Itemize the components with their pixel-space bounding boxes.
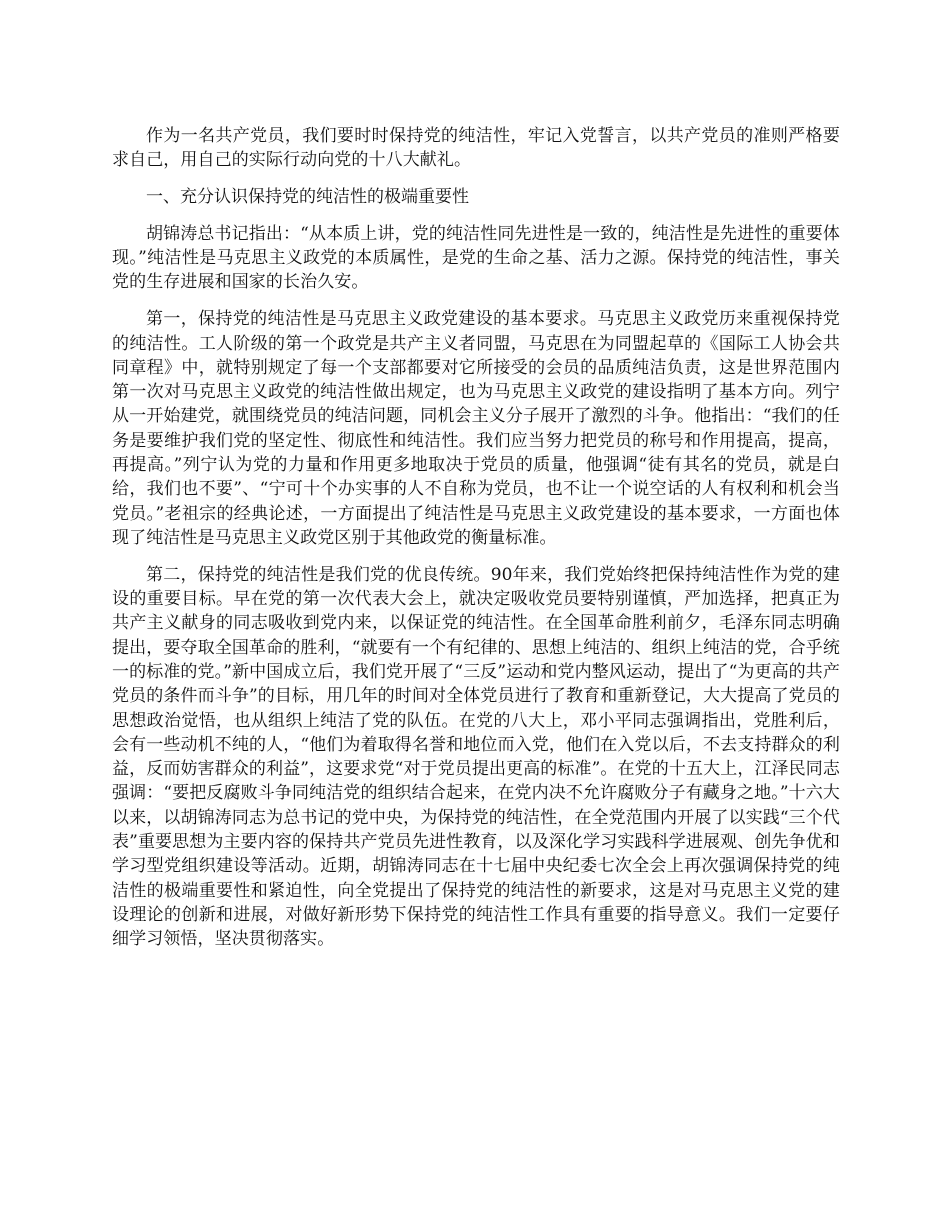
paragraph-quote: 胡锦涛总书记指出：“从本质上讲，党的纯洁性同先进性是一致的，纯洁性是先进性的重要体现。”纯洁性是马克思主义政党的本质属性，是党的生命之基、活力之源。保持党的纯洁性，事关党的生存进展和国家的长治久安。	[112, 223, 840, 293]
paragraph-intro: 作为一名共产党员，我们要时时保持党的纯洁性，牢记入党誓言，以共产党员的准则严格要求自己，用自己的实际行动向党的十八大献礼。	[112, 126, 840, 171]
document-body	[112, 124, 840, 964]
paragraph-first-point: 第一，保持党的纯洁性是马克思主义政党建设的基本要求。马克思主义政党历来重视保持党的纯洁性。工人阶级的第一个政党是共产主义者同盟，马克思在为同盟起草的《国际工人协会共同章程》中，就特别规定了每一个支部都要对它所接受的会员的品质纯洁负责，这是世界范围内第一次对马克思主义政党的纯洁性做出规定，也为马克思主义政党的建设指明了基本方向。列宁从一开始建党，就围绕党员的纯洁问题，同机会主义分子展开了激烈的斗争。他指出：“我们的任务是要维护我们党的坚定性、彻底性和纯洁性。我们应当努力把党员的称号和作用提高，提高，再提高。”列宁认为党的力量和作用更多地取决于党员的质量，他强调“徒有其名的党员，就是白给，我们也不要”、“宁可十个办实事的人不自称为党员，也不让一个说空话的人有权利和机会当党员。”老祖宗的经典论述，一方面提出了纯洁性是马克思主义政党建设的基本要求，一方面也体现了纯洁性是马克思主义政党区别于其他政党的衡量标准。	[112, 309, 840, 548]
paragraph-second-point: 第二，保持党的纯洁性是我们党的优良传统。90年来，我们党始终把保持纯洁性作为党的建设的重要目标。早在党的第一次代表大会上，就决定吸收党员要特别谨慎，严加选择，把真正为共产主义献身的同志吸收到党内来，以保证党的纯洁性。在全国革命胜利前夕，毛泽东同志明确提出，要夺取全国革命的胜利，“就要有一个有纪律的、思想上纯洁的、组织上纯洁的党，合乎统一的标准的党。”新中国成立后，我们党开展了“三反”运动和党内整风运动，提出了“为更高的共产党员的条件而斗争”的目标，用几年的时间对全体党员进行了教育和重新登记，大大提高了党员的思想政治觉悟，也从组织上纯洁了党的队伍。在党的八大上，邓小平同志强调指出，党胜利后，会有一些动机不纯的人，“他们为着取得名誉和地位而入党，他们在入党以后，不去支持群众的利益，反而妨害群众的利益”，这要求党“对于党员提出更高的标准”。在党的十五大上，江泽民同志强调：“要把反腐败斗争同纯洁党的组织结合起来，在党内决不允许腐败分子有藏身之地。”十六大以来，以胡锦涛同志为总书记的党中央，为保持党的纯洁性，在全党范围内开展了以实践“三个代表”重要思想为主要内容的保持共产党员先进性教育，以及深化学习实践科学进展观、创先争优和学习型党组织建设等活动。近期，胡锦涛同志在十七届中央纪委七次全会上再次强调保持党的纯洁性的极端重要性和紧迫性，向全党提出了保持党的纯洁性的新要求，这是对马克思主义党的建设理论的创新和进展，对做好新形势下保持党的纯洁性工作具有重要的指导意义。我们一定要仔细学习领悟，坚决贯彻落实。	[112, 564, 840, 950]
section-heading: 一、充分认识保持党的纯洁性的极端重要性	[146, 187, 469, 208]
